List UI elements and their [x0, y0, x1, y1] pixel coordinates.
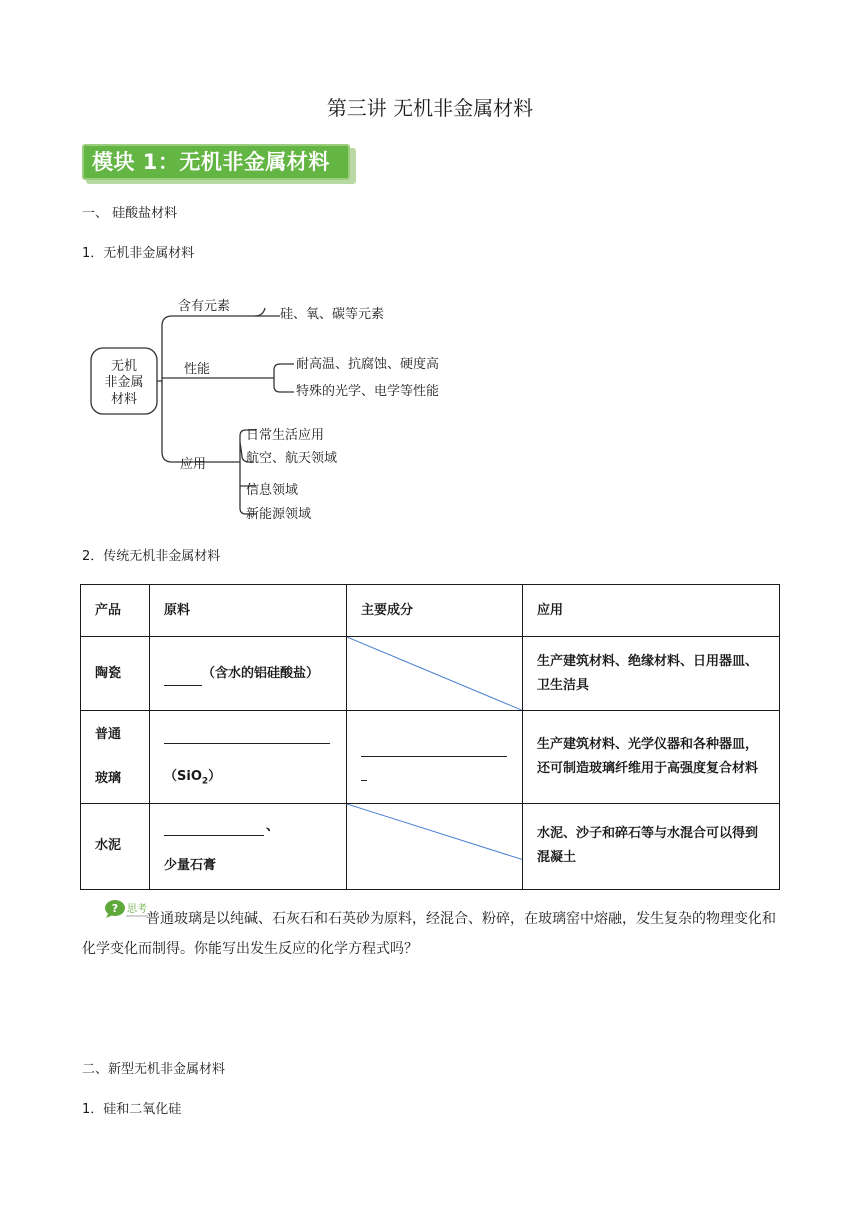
section-2-heading: 二、新型无机非金属材料 [82, 1062, 226, 1077]
cell-product: 普通 玻璃 [81, 711, 150, 803]
table-header-cell: 产品 [81, 585, 150, 637]
table-header-cell: 原料 [150, 585, 347, 637]
branch-label-performance: 性能 [184, 362, 211, 377]
fill-blank[interactable] [361, 740, 507, 757]
table-row [81, 803, 780, 889]
cell-raw: （SiO$_2$） [150, 711, 347, 803]
connector-application [162, 381, 240, 462]
leaf-application-4: 新能源领域 [246, 507, 312, 522]
fill-blank[interactable] [164, 729, 330, 744]
mindmap-root-line-2: 非金属 [104, 375, 144, 390]
table-header-row [81, 585, 780, 637]
section-1-heading: 一、 硅酸盐材料 [82, 206, 178, 221]
item-1-heading: 1．无机非金属材料 [82, 246, 195, 261]
cell-application: 生产建筑材料、绝缘材料、日用器皿、卫生洁具 [523, 637, 780, 711]
cell-product: 水泥 [81, 803, 150, 889]
item-2-heading: 2．传统无机非金属材料 [82, 549, 221, 564]
module-banner [82, 144, 358, 184]
leaf-application-1: 日常生活应用 [246, 428, 325, 443]
table-row [81, 711, 780, 803]
cell-application: 水泥、沙子和碎石等与水混合可以得到混凝土 [523, 803, 780, 889]
table-header-cell: 主要成分 [347, 585, 523, 637]
branch-label-application: 应用 [180, 457, 207, 472]
svg-text:?: ? [111, 902, 119, 915]
think-badge-label: 思考 [127, 904, 147, 915]
fill-blank[interactable] [164, 667, 202, 686]
mindmap [80, 286, 480, 526]
page-title: 第三讲 无机非金属材料 [326, 96, 534, 120]
leaf-application-2: 航空、航天领域 [246, 451, 338, 466]
connector-elements [157, 308, 265, 381]
cell-main-component-na [347, 637, 523, 711]
materials-table [80, 584, 780, 890]
cell-raw: 、 少量石膏 [150, 803, 347, 889]
cell-application: 生产建筑材料、光学仪器和各种器皿，还可制造玻璃纤维用于高强度复合材料 [523, 711, 780, 803]
mindmap-root-line-3: 材料 [110, 392, 138, 407]
raw-text: （含水的铝硅酸盐） [202, 665, 320, 681]
table-row [81, 637, 780, 711]
leaf-elements: 硅、氧、碳等元素 [280, 307, 385, 322]
leaf-performance-2: 特殊的光学、电学等性能 [296, 384, 440, 399]
mindmap-root-line-1: 无机 [110, 359, 138, 374]
branch-label-elements: 含有元素 [178, 299, 231, 314]
cell-raw [150, 637, 347, 711]
cell-main-component-na [347, 803, 523, 889]
fill-blank[interactable] [164, 821, 264, 836]
item-3-heading: 1．硅和二氧化硅 [82, 1102, 182, 1117]
cell-product: 陶瓷 [81, 637, 150, 711]
think-text: 普通玻璃是以纯碱、石灰石和石英砂为原料，经混合、粉碎，在玻璃窑中熔融，发生复杂的物理变化和化学变化而制得。你能写出发生反应的化学方程式吗？ [82, 911, 776, 957]
module-banner-text: 模块 1：无机非金属材料 [82, 144, 350, 180]
leaf-performance-1: 耐高温、抗腐蚀、硬度高 [296, 357, 440, 372]
table-header-cell: 应用 [523, 585, 780, 637]
leaf-application-3: 信息领域 [246, 483, 299, 498]
cell-main-component [347, 711, 523, 803]
